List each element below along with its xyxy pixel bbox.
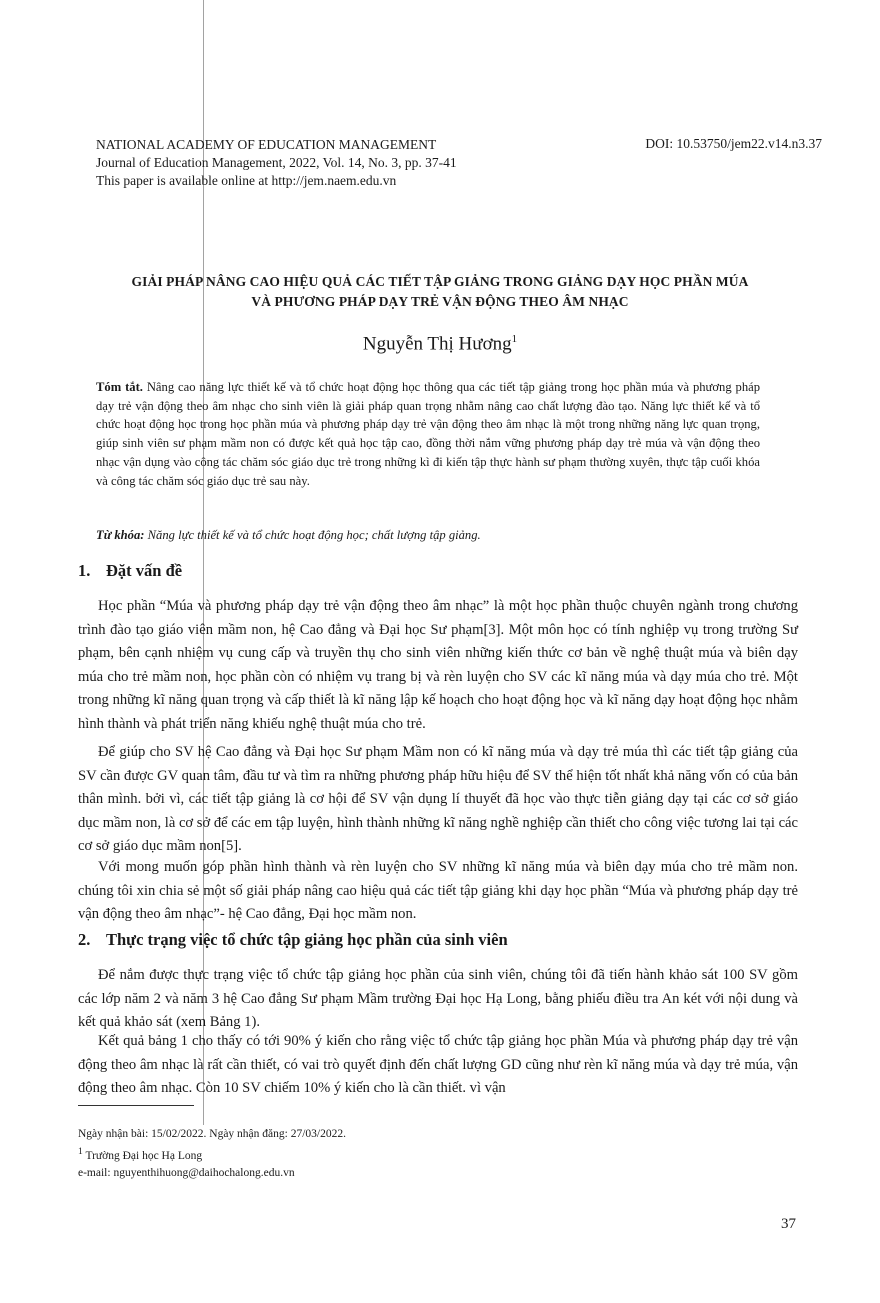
author-name: Nguyễn Thị Hương [362,333,512,355]
abstract [96,378,760,490]
paper-title [80,272,800,312]
keywords [96,528,760,543]
footnote-email: e-mail: nguyenthihuong@daihochalong.edu.vn [78,1166,295,1179]
journal-header [96,136,457,190]
section-2-paragraph-2: Kết quả bảng 1 cho thấy có tới 90% ý kiến cho rằng việc tổ chức tập giảng học phần Múa và phương pháp dạy trẻ vận động theo âm nhạc là rất cần thiết, có vai trò quyết định đến chất lượng GD cũng như rèn kĩ năng múa và dạy trẻ múa, vận động theo âm nhạc. Còn 10 SV chiếm 10% ý kiến cho là cần thiết. vì vận [78,1033,798,1097]
availability-note: This paper is available online at http://jem.naem.edu.vn [96,173,397,188]
section-2-heading [78,930,508,950]
abstract-label: Tóm tắt. [96,380,143,394]
section-2-paragraph-1: Để nắm được thực trạng việc tổ chức tập giảng học phần của sinh viên, chúng tôi đã tiến hành khảo sát 100 SV gồm các lớp năm 2 và năm 3 hệ Cao đẳng Sư phạm Mầm trường Đại học Hạ Long, bằng phiếu điều tra An két với nội dung và kết quả khảo sát (xem Bảng 1). [78,967,798,1031]
affiliation-text: Trường Đại học Hạ Long [82,1149,203,1162]
keywords-text: Năng lực thiết kế và tổ chức hoạt động học; chất lượng tập giảng. [144,528,481,542]
section-1-title: Đặt vấn đề [106,561,183,580]
section-1-heading [78,561,182,581]
footnote-rule [78,1105,194,1106]
abstract-text: Nâng cao năng lực thiết kế và tổ chức hoạt động học thông qua các tiết tập giảng trong học phần múa và phương pháp dạy trẻ vận động theo âm nhạc cho sinh viên là giải pháp quan trọng nhằm nâng cao chất lượng đào tạo. Năng lực thiết kế và tổ chức hoạt động học trong học phần múa và phương pháp dạy trẻ vận động theo âm nhạc là một trong những năng lực quan trọng, giúp sinh viên sư phạm mầm non có được kết quả học tập cao, đồng thời nắm vững phương pháp dạy trẻ múa và vận động theo nhạc vận dụng vào công tác chăm sóc giáo dục trẻ trong những kì đi kiến tập thực hành sư phạm thường xuyên, thực tập cuối khóa và công tác chăm sóc giáo dục trẻ sau này. [96,380,761,488]
title-line-1: GIẢI PHÁP NÂNG CAO HIỆU QUẢ CÁC TIẾT TẬP GIẢNG TRONG GIẢNG DẠY HỌC PHẦN MÚA [131,274,749,289]
footnote-affiliation [78,1143,346,1165]
journal-citation: Journal of Education Management, 2022, Vol. 14, No. 3, pp. 37-41 [96,155,457,170]
institution-name: NATIONAL ACADEMY OF EDUCATION MANAGEMENT [96,137,437,152]
page-number: 37 [781,1216,796,1232]
author-mark: 1 [511,333,518,345]
section-2-title: Thực trạng việc tổ chức tập giảng học phần của sinh viên [106,930,508,949]
footnote-dates: Ngày nhận bài: 15/02/2022. Ngày nhận đăng: 27/03/2022. [78,1128,346,1140]
section-2-number: 2. [78,930,91,949]
doi: DOI: 10.53750/jem22.v14.n3.37 [645,136,822,151]
section-1-paragraph-1: Học phần “Múa và phương pháp dạy trẻ vận động theo âm nhạc” là một học phần thuộc chuyên ngành trong chương trình đào tạo giáo viên mầm non, hệ Cao đẳng và Đại học Sư phạm[3]. Một môn học có tính nghiệp vụ trong trường Sư phạm, bên cạnh nhiệm vụ cung cấp và truyền thụ cho sinh viên những kiến thức cơ bản về nghệ thuật múa và biên dạy múa cho trẻ mầm non, học phần còn có nhiệm vụ trang bị và rèn luyện cho SV các kĩ năng múa và dạy múa cho trẻ. Một trong những kĩ năng quan trọng và cấp thiết là kĩ năng lập kế hoạch cho hoạt động học và kĩ năng dạy hoạt động học nhằm hình thành và phát triển năng khiếu nghệ thuật múa cho trẻ. [78,598,798,732]
section-1-number: 1. [78,561,91,580]
footnotes [78,1126,346,1182]
author [80,333,800,355]
keywords-label: Từ khóa: [96,528,145,542]
section-1-paragraph-3: Với mong muốn góp phần hình thành và rèn luyện cho SV những kĩ năng múa và biên dạy múa cho trẻ mầm non. chúng tôi xin chia sẻ một số giải pháp nâng cao hiệu quả các tiết tập giảng khi dạy học phần “Múa và phương pháp dạy trẻ vận động theo âm nhạc”- hệ Cao đẳng, Đại học mầm non. [78,859,798,923]
title-line-2: VÀ PHƯƠNG PHÁP DẠY TRẺ VẬN ĐỘNG THEO ÂM NHẠC [251,294,629,309]
section-1-paragraph-2: Để giúp cho SV hệ Cao đẳng và Đại học Sư phạm Mầm non có kĩ năng múa và dạy trẻ múa thì các tiết tập giảng của SV cần được GV quan tâm, đầu tư và tìm ra những phương pháp hữu hiệu để SV thể hiện tốt nhất khả năng vốn có của bản thân mình. bởi vì, các tiết tập giảng là cơ hội để SV vận dụng lí thuyết đã học vào thực tiễn giảng dạy tại các cơ sở giáo dục mầm non, là cơ sở để các em tập luyện, hình thành những kĩ năng nghề nghiệp cần thiết cho công việc tương lai tại các cơ sở giáo dục mầm non[5]. [78,744,798,855]
affiliation-mark: 1 [78,1146,83,1157]
